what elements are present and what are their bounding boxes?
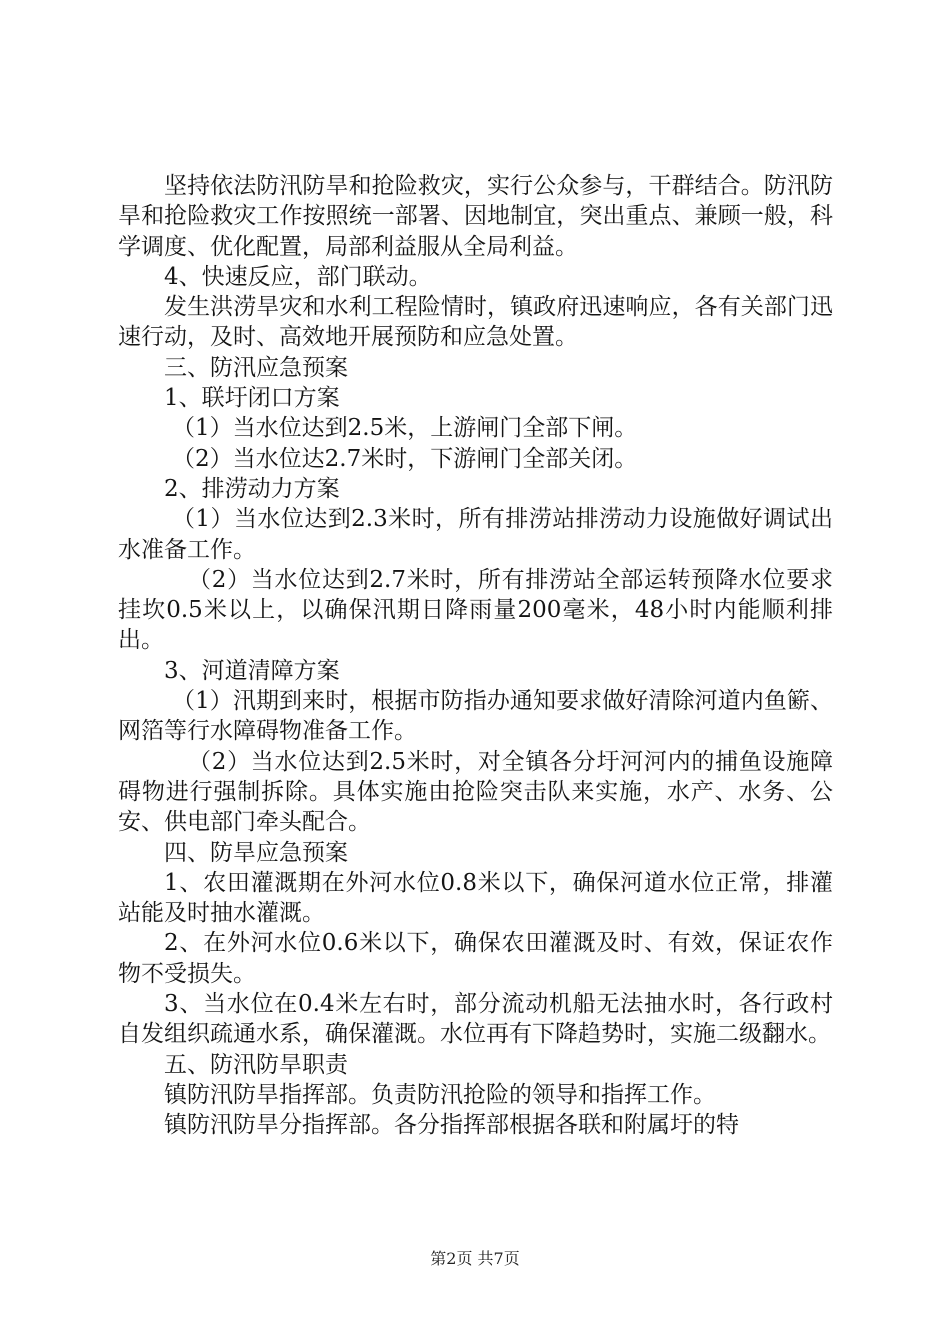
paragraph: 1、农田灌溉期在外河水位0.8米以下，确保河道水位正常，排灌站能及时抽水灌溉。: [118, 869, 833, 927]
document-body: [118, 171, 833, 1141]
paragraph: 镇防汛防旱指挥部。负责防汛抢险的领导和指挥工作。: [164, 1081, 716, 1108]
paragraph: 五、防汛防旱职责: [164, 1051, 348, 1078]
paragraph: 1、联圩闭口方案: [164, 385, 340, 412]
paragraph: 2、在外河水位0.6米以下，确保农田灌溉及时、有效，保证农作物不受损失。: [118, 930, 833, 987]
paragraph: 镇防汛防旱分指挥部。各分指挥部根据各联和附属圩的特: [164, 1112, 739, 1139]
paragraph: 4、快速反应，部门联动。: [164, 263, 432, 290]
paragraph: 四、防旱应急预案: [164, 839, 348, 866]
paragraph: 3、当水位在0.4米左右时，部分流动机船无法抽水时，各行政村自发组织疏通水系，确保灌溉。水位再有下降趋势时，实施二级翻水。: [118, 991, 833, 1048]
paragraph: 3、河道清障方案: [164, 657, 340, 684]
paragraph: 2、排涝动力方案: [164, 475, 340, 502]
paragraph: （1）当水位达到2.5米，上游闸门全部下闸。: [172, 415, 638, 442]
paragraph: （2）当水位达到2.5米时，对全镇各分圩河河内的捕鱼设施障碍物进行强制拆除。具体实施由抢险突击队来实施，水产、水务、公安、供电部门牵头配合。: [118, 748, 833, 836]
page-footer: 第2页 共7页: [430, 1249, 520, 1268]
paragraph: （2）当水位达2.7米时，下游闸门全部关闭。: [172, 445, 638, 472]
paragraph: 坚持依法防汛防旱和抢险救灾，实行公众参与，干群结合。防汛防旱和抢险救灾工作按照统一部署、因地制宜，突出重点、兼顾一般，科学调度、优化配置，局部利益服从全局利益。: [118, 173, 833, 260]
paragraph: （1）汛期到来时，根据市防指办通知要求做好清除河道内鱼簖、网箔等行水障碍物准备工作。: [118, 688, 833, 745]
paragraph: 发生洪涝旱灾和水利工程险情时，镇政府迅速响应，各有关部门迅速行动，及时、高效地开展预防和应急处置。: [118, 294, 833, 351]
paragraph: 三、防汛应急预案: [164, 354, 348, 381]
paragraph: （1）当水位达到2.3米时，所有排涝站排涝动力设施做好调试出水准备工作。: [118, 506, 833, 563]
paragraph: （2）当水位达到2.7米时，所有排涝站全部运转预降水位要求挂坎0.5米以上，以确保汛期日降雨量200毫米，48小时内能顺利排出。: [118, 566, 833, 654]
